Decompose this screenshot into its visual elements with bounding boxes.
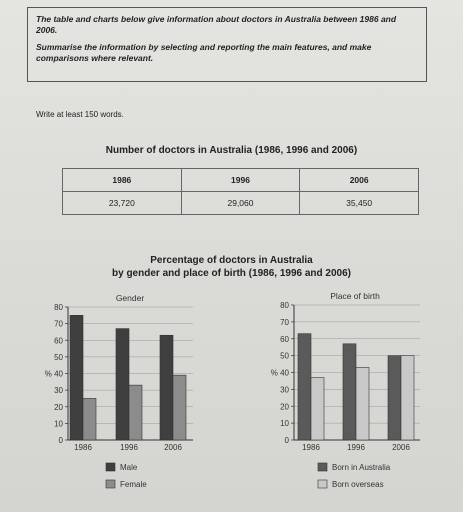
table-header-cell: 1996 <box>181 169 300 192</box>
word-count-instruction: Write at least 150 words. <box>36 110 124 119</box>
legend-label: Born overseas <box>332 480 384 489</box>
bar-female-2006 <box>173 375 186 440</box>
bar-born-overseas-1986 <box>311 378 324 440</box>
chart-title: Place of birth <box>330 291 380 301</box>
legend-swatch <box>106 480 115 488</box>
chart-gender <box>45 293 193 489</box>
y-tick-label: 60 <box>54 336 63 346</box>
table-cell: 35,450 <box>300 192 419 215</box>
bar-born-in-australia-1996 <box>343 344 356 440</box>
x-tick-label: 1986 <box>302 443 320 452</box>
legend-swatch <box>106 463 115 471</box>
y-tick-label: 50 <box>54 352 63 362</box>
bar-male-1996 <box>116 329 129 440</box>
task-instructions: Summarise the information by selecting and reporting the main features, and make comparisons where relevant. <box>36 42 372 63</box>
table-cell: 29,060 <box>181 192 300 215</box>
y-tick-label: 30 <box>54 386 63 396</box>
y-tick-label: 10 <box>280 419 289 429</box>
legend-label: Born in Australia <box>332 463 391 472</box>
y-tick-label: 50 <box>280 351 289 361</box>
y-tick-label: 70 <box>280 317 289 327</box>
y-tick-label: % 40 <box>44 369 63 379</box>
table-header-cell: 2006 <box>300 169 419 192</box>
y-tick-label: 0 <box>284 436 289 445</box>
x-tick-label: 2006 <box>164 443 182 452</box>
y-tick-label: 0 <box>58 436 63 445</box>
charts-title-line1: Percentage of doctors in Australia <box>150 255 313 266</box>
task-description: The table and charts below give information about doctors in Australia between 1986 and 2006. <box>36 14 397 35</box>
y-tick-label: % 40 <box>270 368 289 378</box>
y-tick-label: 20 <box>280 402 289 412</box>
bar-female-1996 <box>129 385 142 440</box>
bar-born-overseas-1996 <box>356 367 369 440</box>
bar-born-overseas-2006 <box>401 356 414 440</box>
y-tick-label: 80 <box>280 301 289 310</box>
table-cell: 23,720 <box>63 192 182 215</box>
x-tick-label: 1996 <box>347 443 365 452</box>
bar-born-in-australia-1986 <box>298 334 311 440</box>
table-header-cell: 1986 <box>63 169 182 192</box>
legend-swatch <box>318 480 327 488</box>
bar-female-1986 <box>83 398 96 440</box>
y-tick-label: 60 <box>280 334 289 344</box>
charts-title-line2: by gender and place of birth (1986, 1996 and 2006) <box>112 268 351 279</box>
bar-male-1986 <box>70 315 83 440</box>
legend-label: Male <box>120 463 138 472</box>
table-title: Number of doctors in Australia (1986, 1996 and 2006) <box>105 145 358 156</box>
chart-place-of-birth <box>271 291 420 489</box>
bar-male-2006 <box>160 335 173 440</box>
legend-swatch <box>318 463 327 471</box>
bar-born-in-australia-2006 <box>388 356 401 440</box>
y-tick-label: 30 <box>280 385 289 395</box>
chart-title: Gender <box>115 293 145 303</box>
x-tick-label: 2006 <box>392 443 410 452</box>
y-tick-label: 70 <box>54 319 63 329</box>
x-tick-label: 1996 <box>120 443 138 452</box>
y-tick-label: 80 <box>54 303 63 312</box>
y-tick-label: 20 <box>54 402 63 412</box>
x-tick-label: 1986 <box>74 443 92 452</box>
y-tick-label: 10 <box>54 419 63 429</box>
legend-label: Female <box>120 480 147 489</box>
